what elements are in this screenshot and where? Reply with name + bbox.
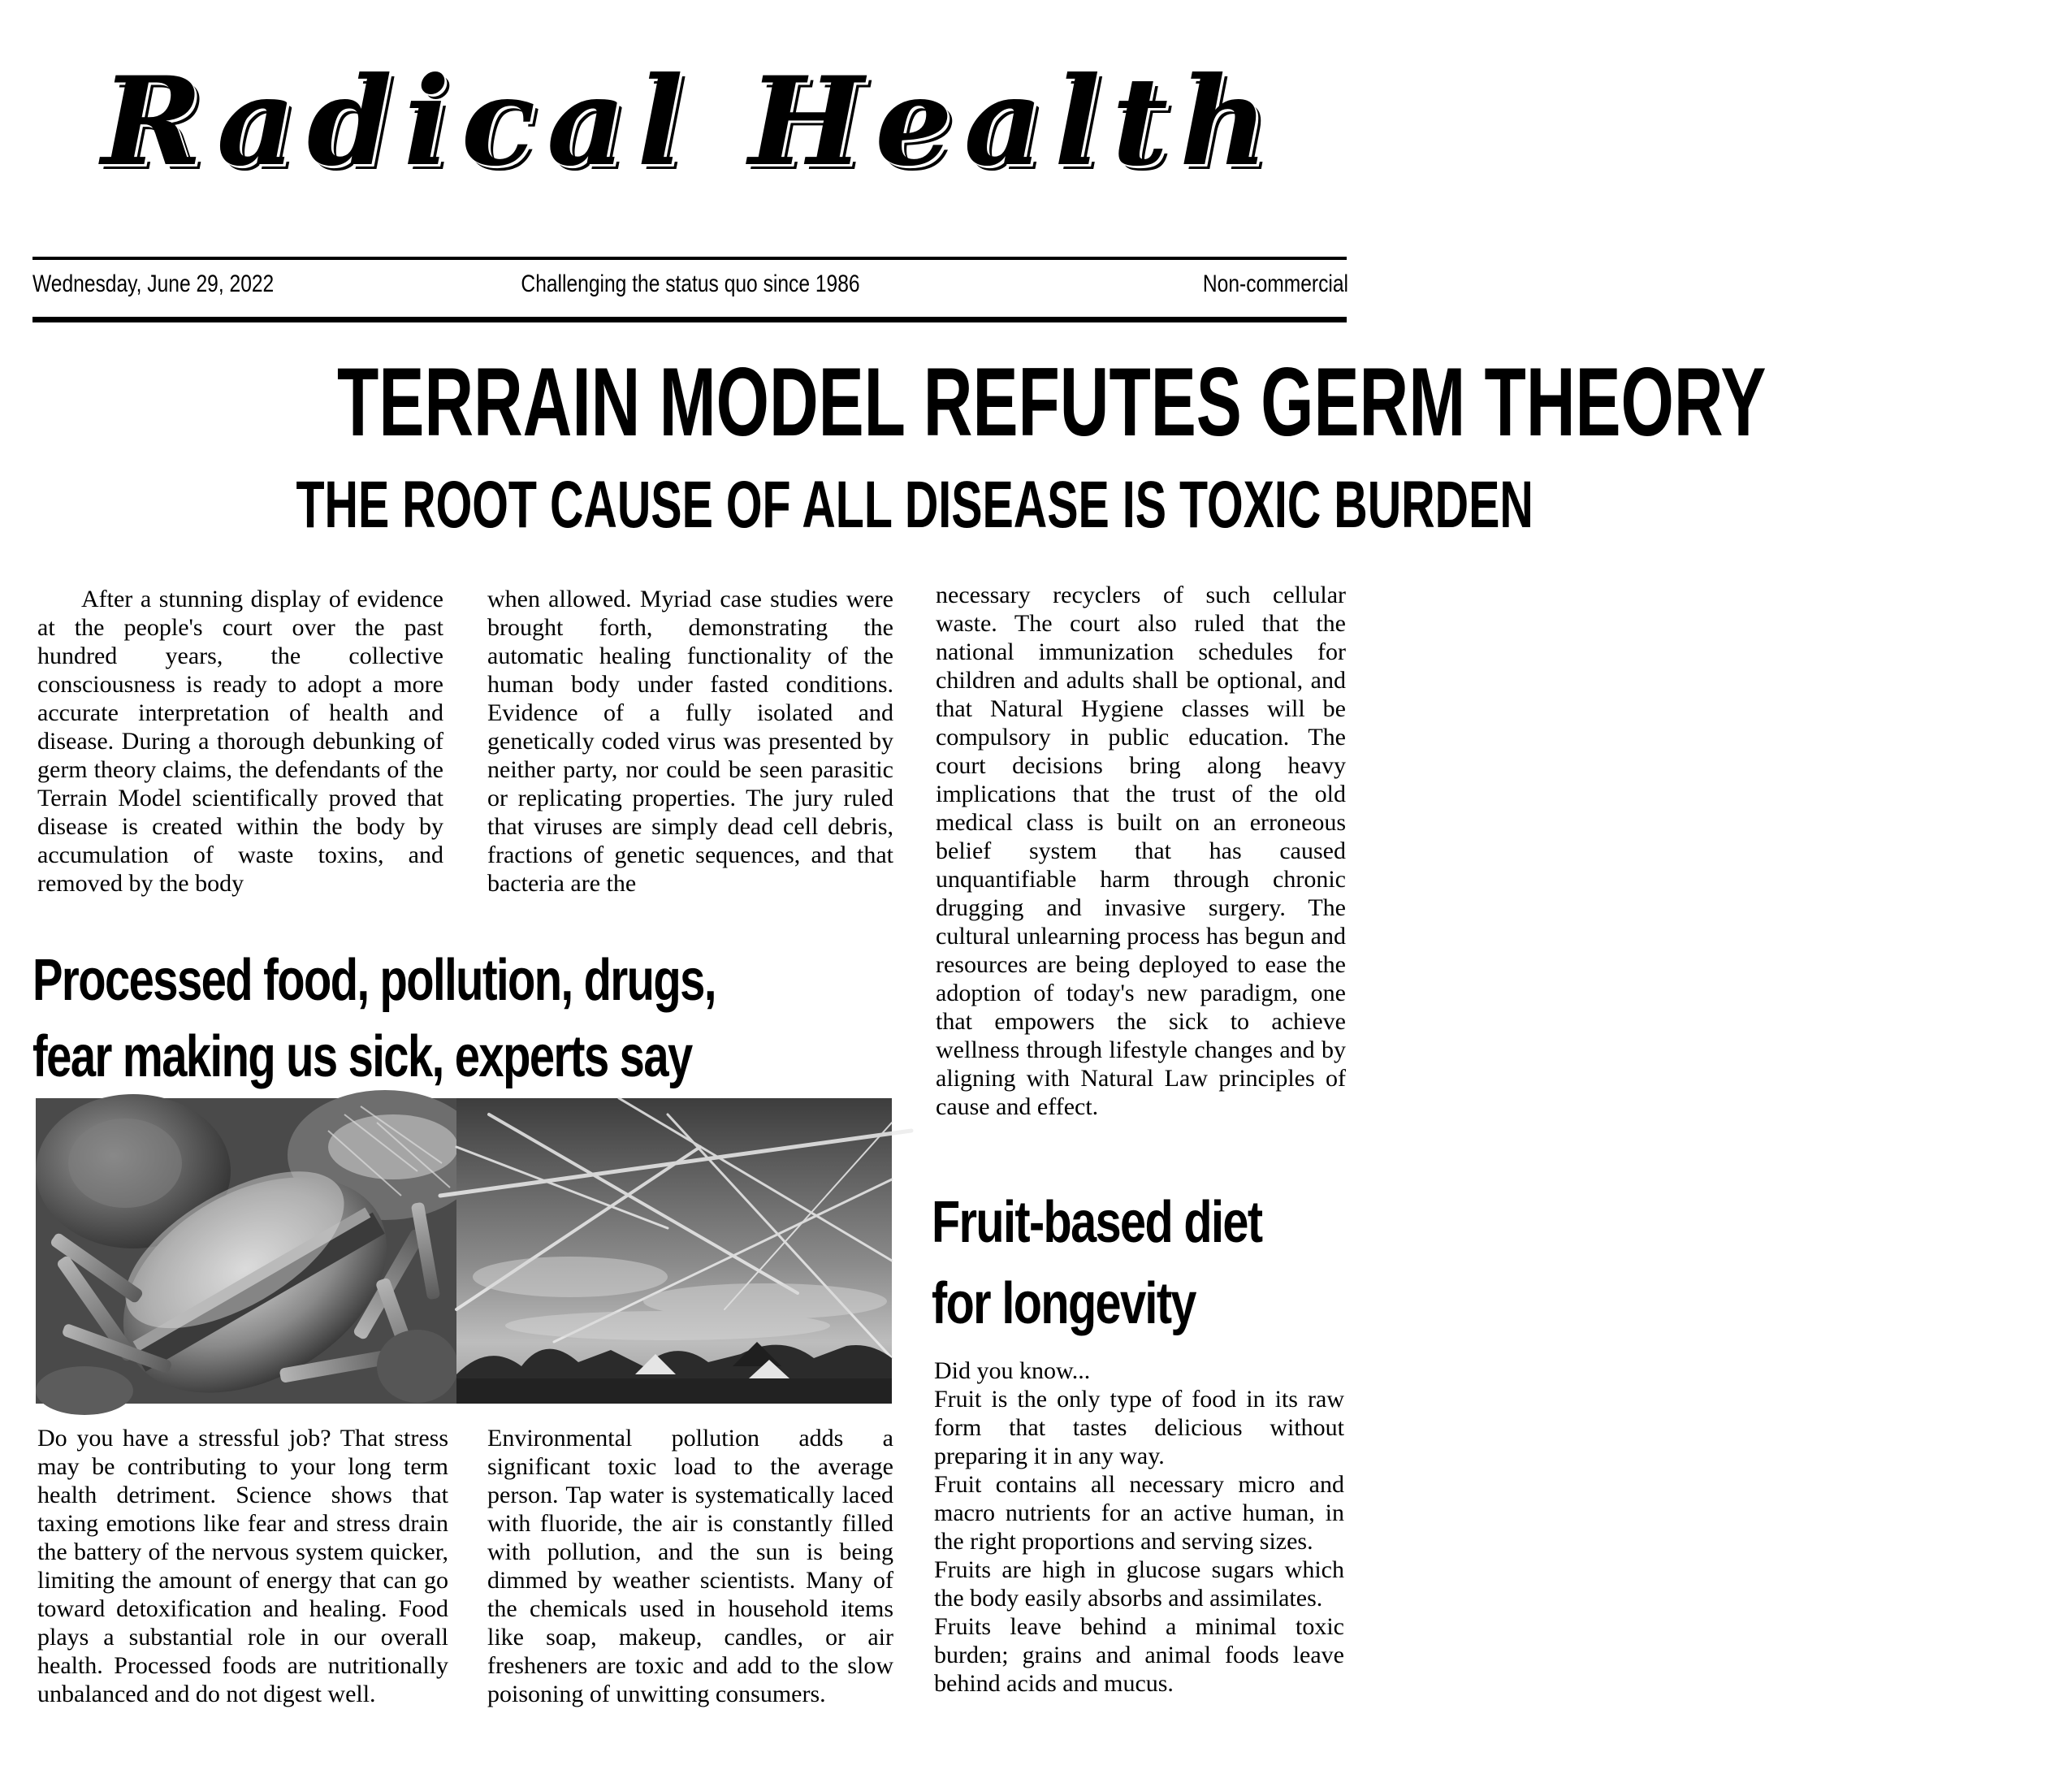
third-headline-line-1: Fruit-based diet: [932, 1190, 1262, 1255]
fruit-line-4: Fruits leave behind a minimal toxic burden; grains and animal foods leave behind acids and mucus.: [934, 1613, 1344, 1697]
third-article-headline: [932, 1182, 1354, 1344]
masthead-title: Radical Health: [101, 50, 1280, 193]
fruit-line-1: Fruit is the only type of food in its raw form that tastes delicious without preparing it in any way.: [934, 1386, 1344, 1469]
second-article-text-2: Environmental pollution adds a significant toxic load to the average person. Tap water is systematically laced with fluoride, the air is constantly filled with pollution, and the sun is being dimmed by weather scientists. Many of the chemicals used in household items like soap, makeup, candles, or air fresheners are toxic and add to the slow poisoning of unwitting consumers.: [487, 1425, 893, 1707]
sky-contrails-image: [456, 1098, 892, 1404]
lead-article-text-1: After a stunning display of evidence at the people's court over the past hundred years, the collective consciousness is ready to adopt a more accurate interpretation of health and disease. During a thorough debunking of germ theory claims, the defendants of the Terrain Model scientifically proved that disease is created within the body by accumulation of waste toxins, and removed by the body: [37, 586, 443, 897]
non-commercial-label: Non-commercial: [1202, 270, 1348, 297]
second-headline-line-1: Processed food, pollution, drugs,: [32, 948, 716, 1013]
lead-article-column-1: [37, 585, 443, 898]
issue-date: Wednesday, June 29, 2022: [32, 270, 275, 297]
fruit-line-3: Fruits are high in glucose sugars which the body easily absorbs and assimilates.: [934, 1556, 1344, 1612]
fruit-line-0: Did you know...: [934, 1357, 1091, 1384]
bottom-rule: [32, 317, 1347, 322]
main-headline-text: TERRAIN MODEL REFUTES GERM THEORY: [337, 348, 1767, 456]
third-headline-line-2: for longevity: [932, 1271, 1196, 1336]
second-article-text-1: Do you have a stressful job? That stress may be contributing to your long term health detriment. Science shows that taxing emotions like fear and stress drain the battery of the nervous system quicker, limiting the amount of energy that can go toward detoxification and healing. Food plays a substantial role in our overall health. Processed foods are nutritionally unbalanced and do not digest well.: [37, 1425, 448, 1707]
main-headline: [31, 348, 1767, 456]
lead-article-text-2: when allowed. Myriad case studies were brought forth, demonstrating the automatic healing functionality of the human body under fasted conditions. Evidence of a fully isolated and genetically coded virus was presented by neither party, nor could be seen parasitic or replicating properties. The jury ruled that viruses are simply dead cell debris, fractions of genetic sequences, and that bacteria are the: [487, 586, 893, 897]
second-article-column-2: [487, 1424, 893, 1708]
lead-article-column-2: [487, 585, 893, 898]
second-article-column-1: [37, 1424, 448, 1708]
third-article-body: [934, 1356, 1344, 1698]
lead-article-column-3: [936, 581, 1346, 1121]
sub-headline-text: THE ROOT CAUSE OF ALL DISEASE IS TOXIC BURDEN: [296, 468, 1533, 542]
second-article-headline: [32, 942, 893, 1095]
tagline: Challenging the status quo since 1986: [521, 270, 860, 297]
second-headline-line-2: fear making us sick, experts say: [32, 1024, 692, 1089]
chemtrails-sky-photo: [456, 1098, 892, 1404]
sub-headline: [31, 465, 1533, 546]
top-rule: [32, 257, 1347, 260]
burger-fries-image: [36, 1098, 456, 1404]
processed-food-photo: [36, 1098, 456, 1404]
fruit-line-2: Fruit contains all necessary micro and macro nutrients for an active human, in the right proportions and serving sizes.: [934, 1471, 1344, 1555]
lead-article-text-3: necessary recyclers of such cellular waste. The court also ruled that the national immunization schedules for children and adults shall be optional, and that Natural Hygiene classes will be compulsory in public education. The court decisions bring along heavy implications that the trust of the old medical class is built on an erroneous belief system that has caused unquantifiable harm through chronic drugging and invasive surgery. The cultural unlearning process has begun and resources are being deployed to ease the adoption of today's new paradigm, one that empowers the sick to achieve wellness through lifestyle changes and by aligning with Natural Law principles of cause and effect.: [936, 582, 1346, 1120]
